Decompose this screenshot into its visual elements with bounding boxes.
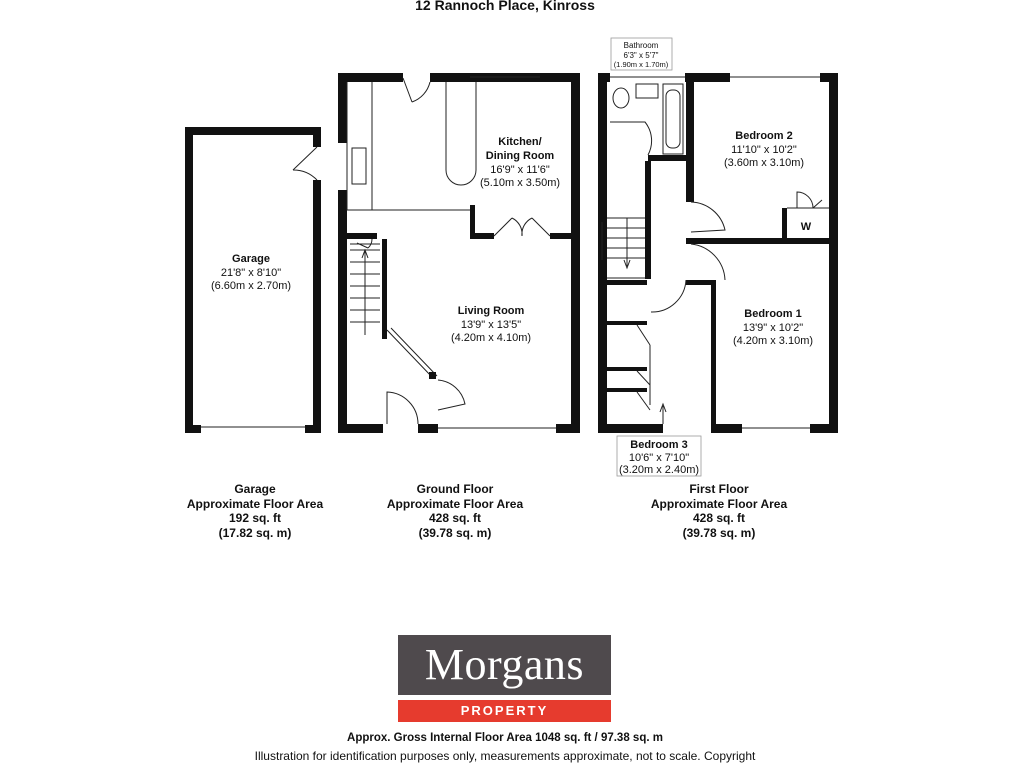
- kitchen-name-1: Kitchen/: [498, 136, 542, 148]
- kitchen-island: [446, 82, 476, 185]
- bedroom3-dim-imperial: 10'6" x 7'10": [628, 452, 690, 464]
- garage-caption-label: Approximate Floor Area: [186, 496, 324, 511]
- ground-caption-label: Approximate Floor Area: [386, 496, 524, 511]
- door-swing: [610, 122, 652, 155]
- first-caption-sqft: 428 sq. ft: [692, 511, 746, 525]
- hatch-marker: [660, 404, 666, 424]
- wall: [645, 161, 651, 279]
- wall: [313, 180, 321, 433]
- wall: [686, 82, 694, 202]
- door-swing: [651, 280, 686, 312]
- living-dim-imperial: 13'9" x 13'5": [460, 319, 522, 331]
- bedroom2-name: Bedroom 2: [735, 130, 793, 142]
- bathroom-name: Bathroom: [623, 41, 659, 50]
- wall: [313, 127, 321, 147]
- wall: [185, 127, 193, 433]
- wall: [338, 190, 347, 433]
- garage-caption-title: Garage: [234, 482, 276, 496]
- wall: [185, 425, 201, 433]
- bedroom1-dim-metric: (4.20m x 3.10m): [732, 335, 814, 347]
- garage-caption-sqft: 192 sq. ft: [228, 511, 282, 525]
- door-swing: [797, 192, 822, 208]
- bathroom-dim-metric: (1.90m x 1.70m): [613, 60, 669, 69]
- wall: [305, 425, 321, 433]
- room-labels: [211, 38, 813, 476]
- wall: [685, 73, 730, 82]
- basin: [636, 84, 658, 98]
- door-swing: [403, 78, 430, 102]
- wall: [686, 238, 838, 244]
- ground-caption-title: Ground Floor: [416, 482, 494, 496]
- first-caption-title: First Floor: [689, 482, 749, 496]
- bathtub: [666, 90, 680, 148]
- wall: [810, 424, 838, 433]
- wall: [185, 127, 321, 135]
- logo-brand: Morgans: [398, 635, 611, 695]
- wall: [712, 424, 742, 433]
- first-floor-plan: [598, 73, 838, 433]
- wall: [571, 73, 580, 433]
- garage-dim-imperial: 21'8" x 8'10": [220, 267, 282, 279]
- staircase: [350, 244, 380, 335]
- ground-floor-plan: [338, 73, 580, 433]
- garage-area-caption: [175, 482, 335, 540]
- wall: [711, 280, 716, 433]
- kitchen-name-2: Dining Room: [485, 150, 555, 162]
- wall: [607, 280, 647, 285]
- kitchen-dim-metric: (5.10m x 3.50m): [479, 177, 561, 189]
- sink: [352, 148, 366, 184]
- garage-caption-sqm: (17.82 sq. m): [218, 525, 292, 540]
- wall: [607, 321, 647, 325]
- wall: [550, 233, 571, 239]
- staircase: [607, 218, 648, 278]
- wall: [347, 233, 377, 239]
- gross-area-text: Approx. Gross Internal Floor Area 1048 sq. ft / 97.38 sq. m: [347, 732, 663, 744]
- bedroom1-name: Bedroom 1: [744, 308, 802, 320]
- bathroom-dim-imperial: 6'3" x 5'7": [623, 51, 659, 60]
- toilet: [613, 88, 629, 108]
- wall: [429, 372, 436, 379]
- bedroom3-name: Bedroom 3: [630, 439, 688, 451]
- ground-caption-sqft: 428 sq. ft: [428, 511, 482, 525]
- wall: [607, 367, 647, 371]
- door-swing: [387, 392, 418, 424]
- bedroom2-dim-imperial: 11'10" x 10'2": [731, 144, 797, 156]
- logo-sub: PROPERTY: [398, 700, 611, 722]
- wall: [607, 388, 647, 392]
- morgans-logo: [398, 635, 611, 722]
- wall: [338, 73, 403, 82]
- garage-dim-metric: (6.60m x 2.70m): [210, 280, 292, 292]
- garage-name: Garage: [232, 253, 270, 265]
- wall: [382, 239, 387, 339]
- ground-caption-sqm: (39.78 sq. m): [418, 525, 492, 540]
- wall: [782, 208, 787, 240]
- kitchen-dim-imperial: 16'9" x 11'6": [490, 164, 550, 176]
- bedroom1-dim-imperial: 13'9" x 10'2": [742, 322, 804, 334]
- door-swing: [438, 380, 465, 410]
- first-caption-sqm: (39.78 sq. m): [682, 525, 756, 540]
- living-dim-metric: (4.20m x 4.10m): [450, 332, 532, 344]
- wall: [648, 155, 686, 161]
- first-area-caption: [639, 482, 799, 540]
- wall: [470, 205, 475, 239]
- bedroom2-dim-metric: (3.60m x 3.10m): [723, 157, 805, 169]
- glazed-panel: [387, 328, 437, 378]
- wardrobe-label: W: [800, 221, 812, 233]
- door-swing: [691, 202, 725, 232]
- wall: [556, 424, 580, 433]
- wall: [418, 424, 438, 433]
- wall: [338, 424, 383, 433]
- wall: [338, 73, 347, 143]
- ground-area-caption: [375, 482, 535, 540]
- wall: [686, 280, 716, 285]
- kitchen-counter: [347, 82, 470, 210]
- wall: [598, 424, 663, 433]
- door-swing: [691, 244, 725, 280]
- door-swing: [494, 218, 550, 236]
- wall: [829, 73, 838, 433]
- page-title: 12 Rannoch Place, Kinross: [415, 0, 595, 13]
- living-name: Living Room: [457, 305, 525, 317]
- door-swing: [293, 147, 317, 180]
- first-caption-label: Approximate Floor Area: [650, 496, 788, 511]
- bedroom3-dim-metric: (3.20m x 2.40m): [618, 464, 700, 476]
- disclaimer-text: Illustration for identification purposes only, measurements approximate, not to scale. Copyright: [254, 749, 756, 763]
